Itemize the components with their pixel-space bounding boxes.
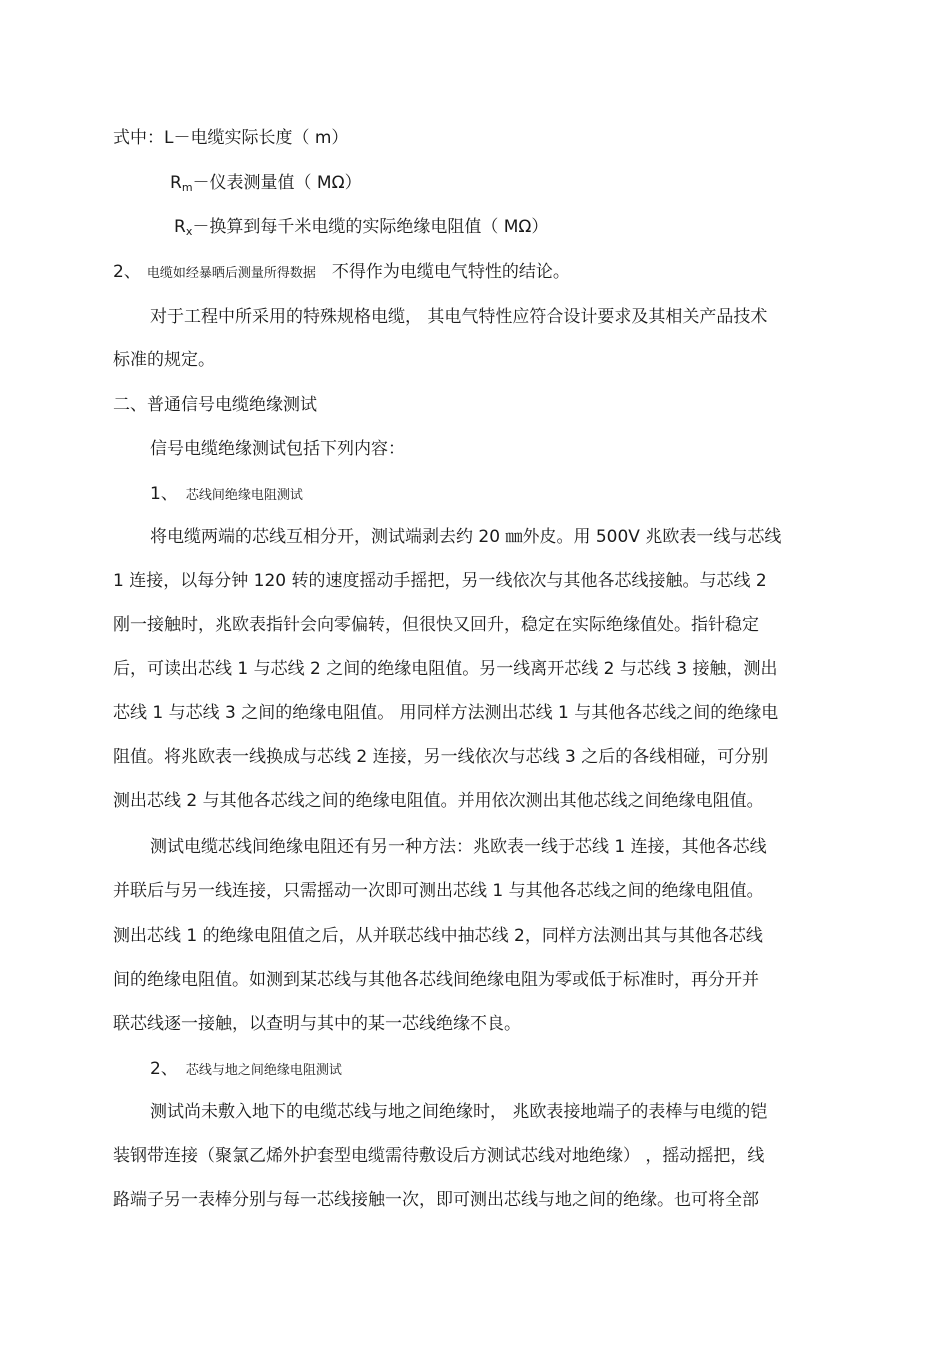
para1-line: 后，可读出芯线 1 与芯线 2 之间的绝缘电阻值。另一线离开芯线 2 与芯线 3 接触，测出 [113, 659, 778, 679]
para3-line: 装钢带连接（聚氯乙烯外护套型电缆需待敷设后方测试芯线对地绝缘） ，摇动摇把，线 [113, 1146, 765, 1166]
para2-line: 测试电缆芯线间绝缘电阻还有另一种方法：兆欧表一线于芯线 1 连接，其他各芯线 [150, 837, 767, 857]
para1-line: 将电缆两端的芯线互相分开，测试端剥去约 20 ㎜外皮。用 500V 兆欧表一线与芯线 [150, 527, 782, 547]
note-2-text: 不得作为电缆电气特性的结论。 [331, 262, 570, 282]
Rm-symbol: R [170, 173, 182, 193]
Rx-subscript: x [185, 225, 193, 238]
Rx-definition: －换算到每千米电缆的实际绝缘电阻值（ MΩ） [192, 217, 549, 237]
where-prefix: 式中： [113, 128, 164, 148]
note-2-small-text: 电缆如经暴晒后测量所得数据 [146, 266, 316, 281]
para1-line: 测出芯线 2 与其他各芯线之间的绝缘电阻值。并用依次测出其他芯线之间绝缘电阻值。 [113, 791, 764, 811]
subheading-2-title: 芯线与地之间绝缘电阻测试 [185, 1063, 342, 1078]
para3-line: 测试尚未敷入地下的电缆芯线与地之间绝缘时， 兆欧表接地端子的表棒与电缆的铠 [150, 1102, 768, 1122]
note-2-number: 2、 [113, 262, 141, 282]
subheading-1-title: 芯线间绝缘电阻测试 [185, 488, 303, 503]
formula-L-line [113, 127, 348, 149]
Rm-subscript: m [181, 181, 193, 194]
formula-Rx-line [174, 216, 548, 240]
para1-line: 阻值。将兆欧表一线换成与芯线 2 连接，另一线依次与芯线 3 之后的各线相碰，可分别 [113, 747, 769, 767]
Rm-definition: －仪表测量值（ MΩ） [192, 173, 362, 193]
section-heading: 二、普通信号电缆绝缘测试 [113, 395, 317, 415]
para1-line: 刚一接触时，兆欧表指针会向零偏转，但很快又回升，稳定在实际绝缘值处。指针稳定 [113, 615, 759, 635]
subheading-2 [150, 1058, 342, 1082]
section-intro: 信号电缆绝缘测试包括下列内容： [150, 439, 405, 459]
subheading-1-number: 1、 [150, 484, 178, 504]
special-para-line: 标准的规定。 [113, 350, 215, 370]
para2-line: 测出芯线 1 的绝缘电阻值之后，从并联芯线中抽芯线 2，同样方法测出其与其他各芯线 [113, 926, 763, 946]
para2-line: 间的绝缘电阻值。如测到某芯线与其他各芯线间绝缘电阻为零或低于标准时，再分开并 [113, 970, 759, 990]
Rx-symbol: R [174, 217, 186, 237]
subheading-2-number: 2、 [150, 1059, 178, 1079]
formula-Rm-line [170, 172, 362, 196]
para1-line: 芯线 1 与芯线 3 之间的绝缘电阻值。 用同样方法测出芯线 1 与其他各芯线之间的绝缘电 [113, 703, 779, 723]
subheading-1 [150, 483, 303, 507]
special-para-line: 对于工程中所采用的特殊规格电缆， 其电气特性应符合设计要求及其相关产品技术 [150, 307, 768, 327]
para3-line: 路端子另一表棒分别与每一芯线接触一次，即可测出芯线与地之间的绝缘。也可将全部 [113, 1190, 759, 1210]
para2-line: 并联后与另一线连接，只需摇动一次即可测出芯线 1 与其他各芯线之间的绝缘电阻值。 [113, 881, 764, 901]
para1-line: 1 连接，以每分钟 120 转的速度摇动手摇把，另一线依次与其他各芯线接触。与芯线 2 [113, 571, 767, 591]
para2-line: 联芯线逐一接触，以查明与其中的某一芯线绝缘不良。 [113, 1014, 521, 1034]
L-definition: L－电缆实际长度（ m） [164, 128, 349, 148]
note-2 [113, 261, 570, 285]
